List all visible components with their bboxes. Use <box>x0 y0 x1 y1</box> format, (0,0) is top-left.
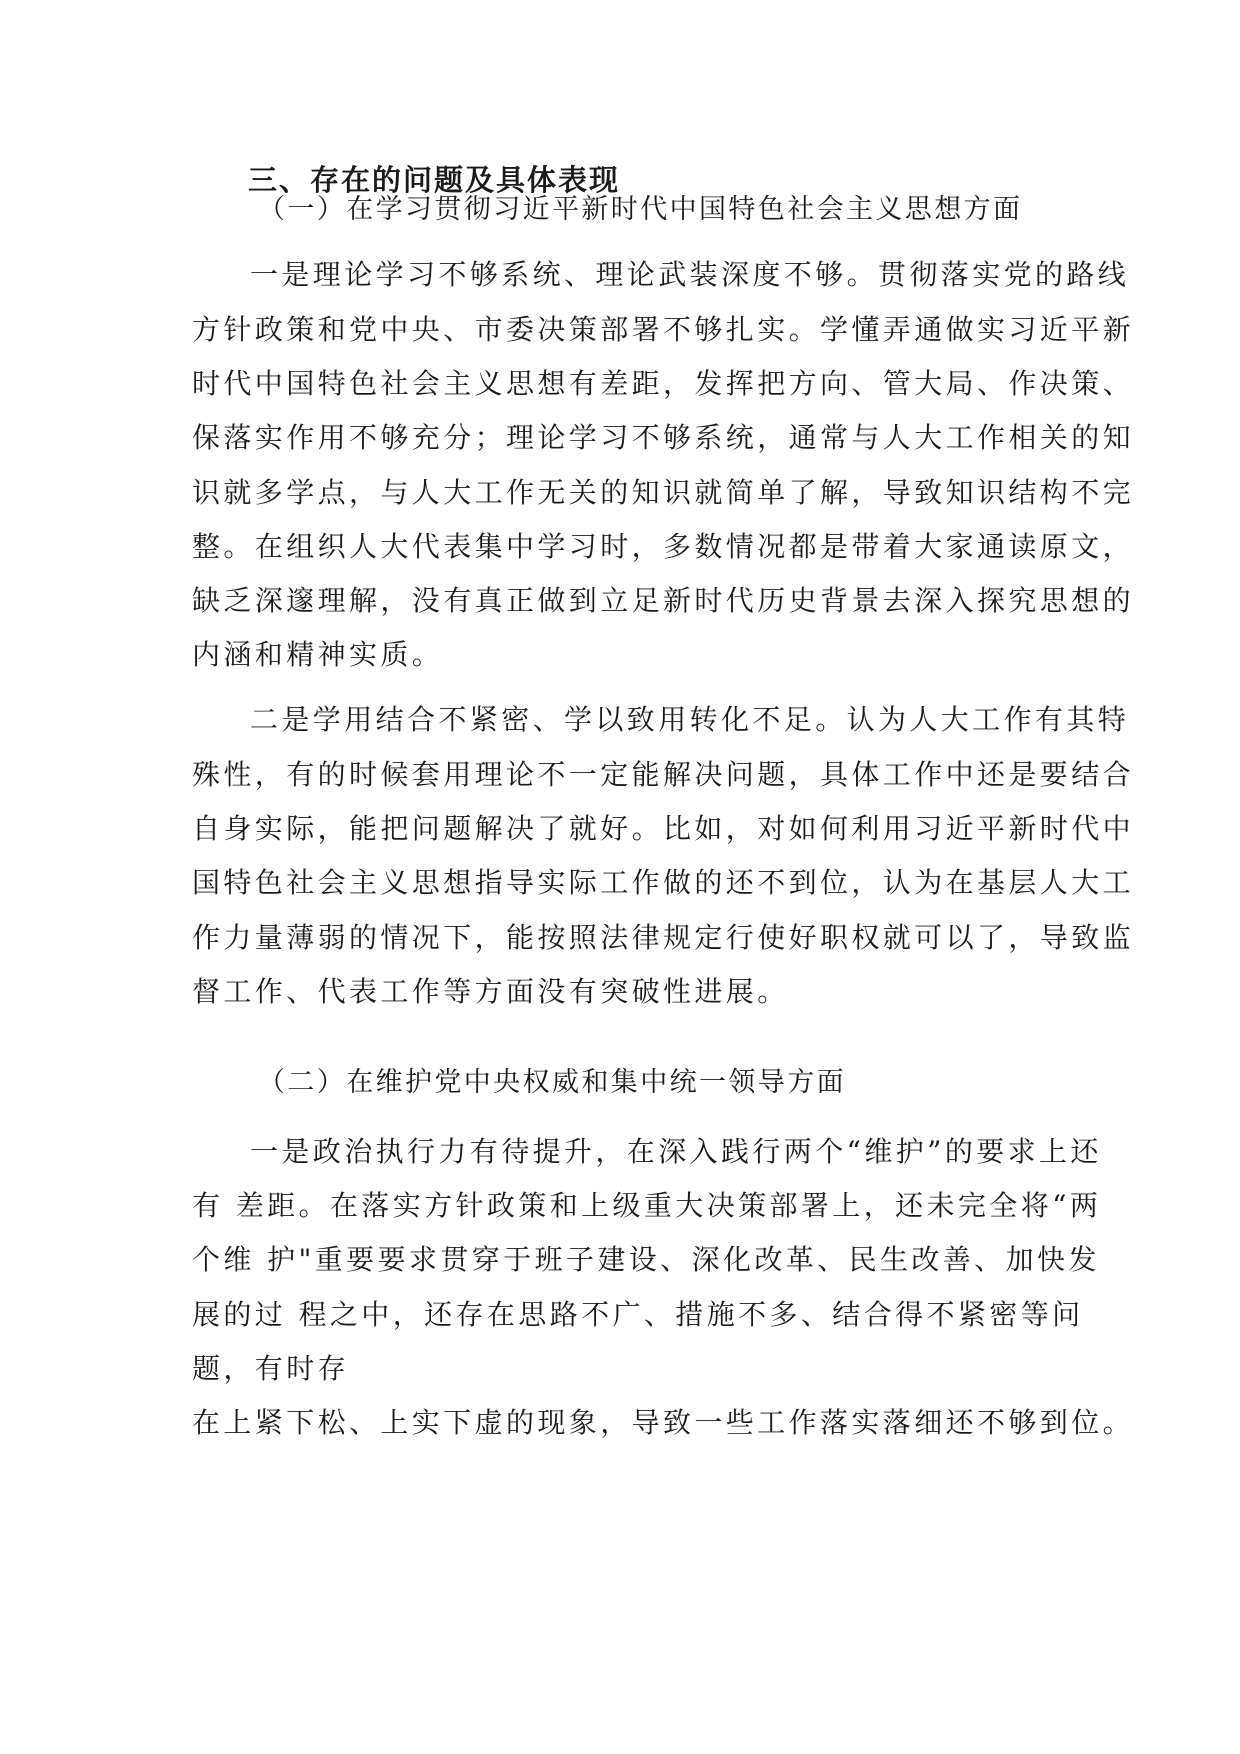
paragraph-line: 保落实作用不够充分；理论学习不够系统，通常与人大工作相关的知 <box>192 421 1135 454</box>
paragraph-line: 方针政策和党中央、市委决策部署不够扎实。学懂弄通做实习近平新 <box>192 313 1135 346</box>
paragraph-line: 作力量薄弱的情况下，能按照法律规定行使好职权就可以了，导致监 <box>192 921 1135 954</box>
paragraph-line: 有 差距。在落实方针政策和上级重大决策部署上，还未完全将“两 <box>192 1189 1102 1222</box>
section-heading: 三、存在的问题及具体表现 <box>248 163 621 197</box>
subheading-part-1: （一）在学习贯彻习近平新时代中国特色社会主义思想方面 <box>258 194 1023 225</box>
paragraph-line: 整。在组织人大代表集中学习时，多数情况都是带着大家通读原文， <box>192 530 1135 563</box>
paragraph-line: 时代中国特色社会主义思想有差距，发挥把方向、管大局、作决策、 <box>192 367 1135 400</box>
paragraph-line: 国特色社会主义思想指导实际工作做的还不到位，认为在基层人大工 <box>192 866 1135 899</box>
paragraph-line: 识就多学点，与人大工作无关的知识就简单了解，导致知识结构不完 <box>192 476 1135 509</box>
paragraph-line: 内涵和精神实质。 <box>192 638 444 671</box>
paragraph-line: 殊性，有的时候套用理论不一定能解决问题，具体工作中还是要结合 <box>192 758 1135 791</box>
paragraph-line: 自身实际，能把问题解决了就好。比如，对如何利用习近平新时代中 <box>192 812 1135 845</box>
paragraph-line: 一是政治执行力有待提升，在深入践行两个“维护”的要求上还 <box>250 1135 1102 1168</box>
paragraph-line: 缺乏深邃理解，没有真正做到立足新时代历史背景去深入探究思想的 <box>192 584 1135 617</box>
paragraph-line: 题，有时存 <box>192 1352 350 1385</box>
paragraph-line: 个维 护"重要要求贯穿于班子建设、深化改革、民生改善、加快发 <box>192 1243 1100 1276</box>
paragraph-line: 在上紧下松、上实下虚的现象，导致一些工作落实落细还不够到位。 <box>192 1406 1135 1439</box>
paragraph-line: 二是学用结合不紧密、学以致用转化不足。认为人大工作有其特 <box>250 703 1130 736</box>
subheading-part-2: （二）在维护党中央权威和集中统一领导方面 <box>258 1067 846 1098</box>
paragraph-line: 督工作、代表工作等方面没有突破性进展。 <box>192 975 789 1008</box>
paragraph-line: 展的过 程之中，还存在思路不广、措施不多、结合得不紧密等问 <box>192 1298 1084 1331</box>
paragraph-line: 一是理论学习不够系统、理论武装深度不够。贯彻落实党的路线 <box>250 258 1130 291</box>
